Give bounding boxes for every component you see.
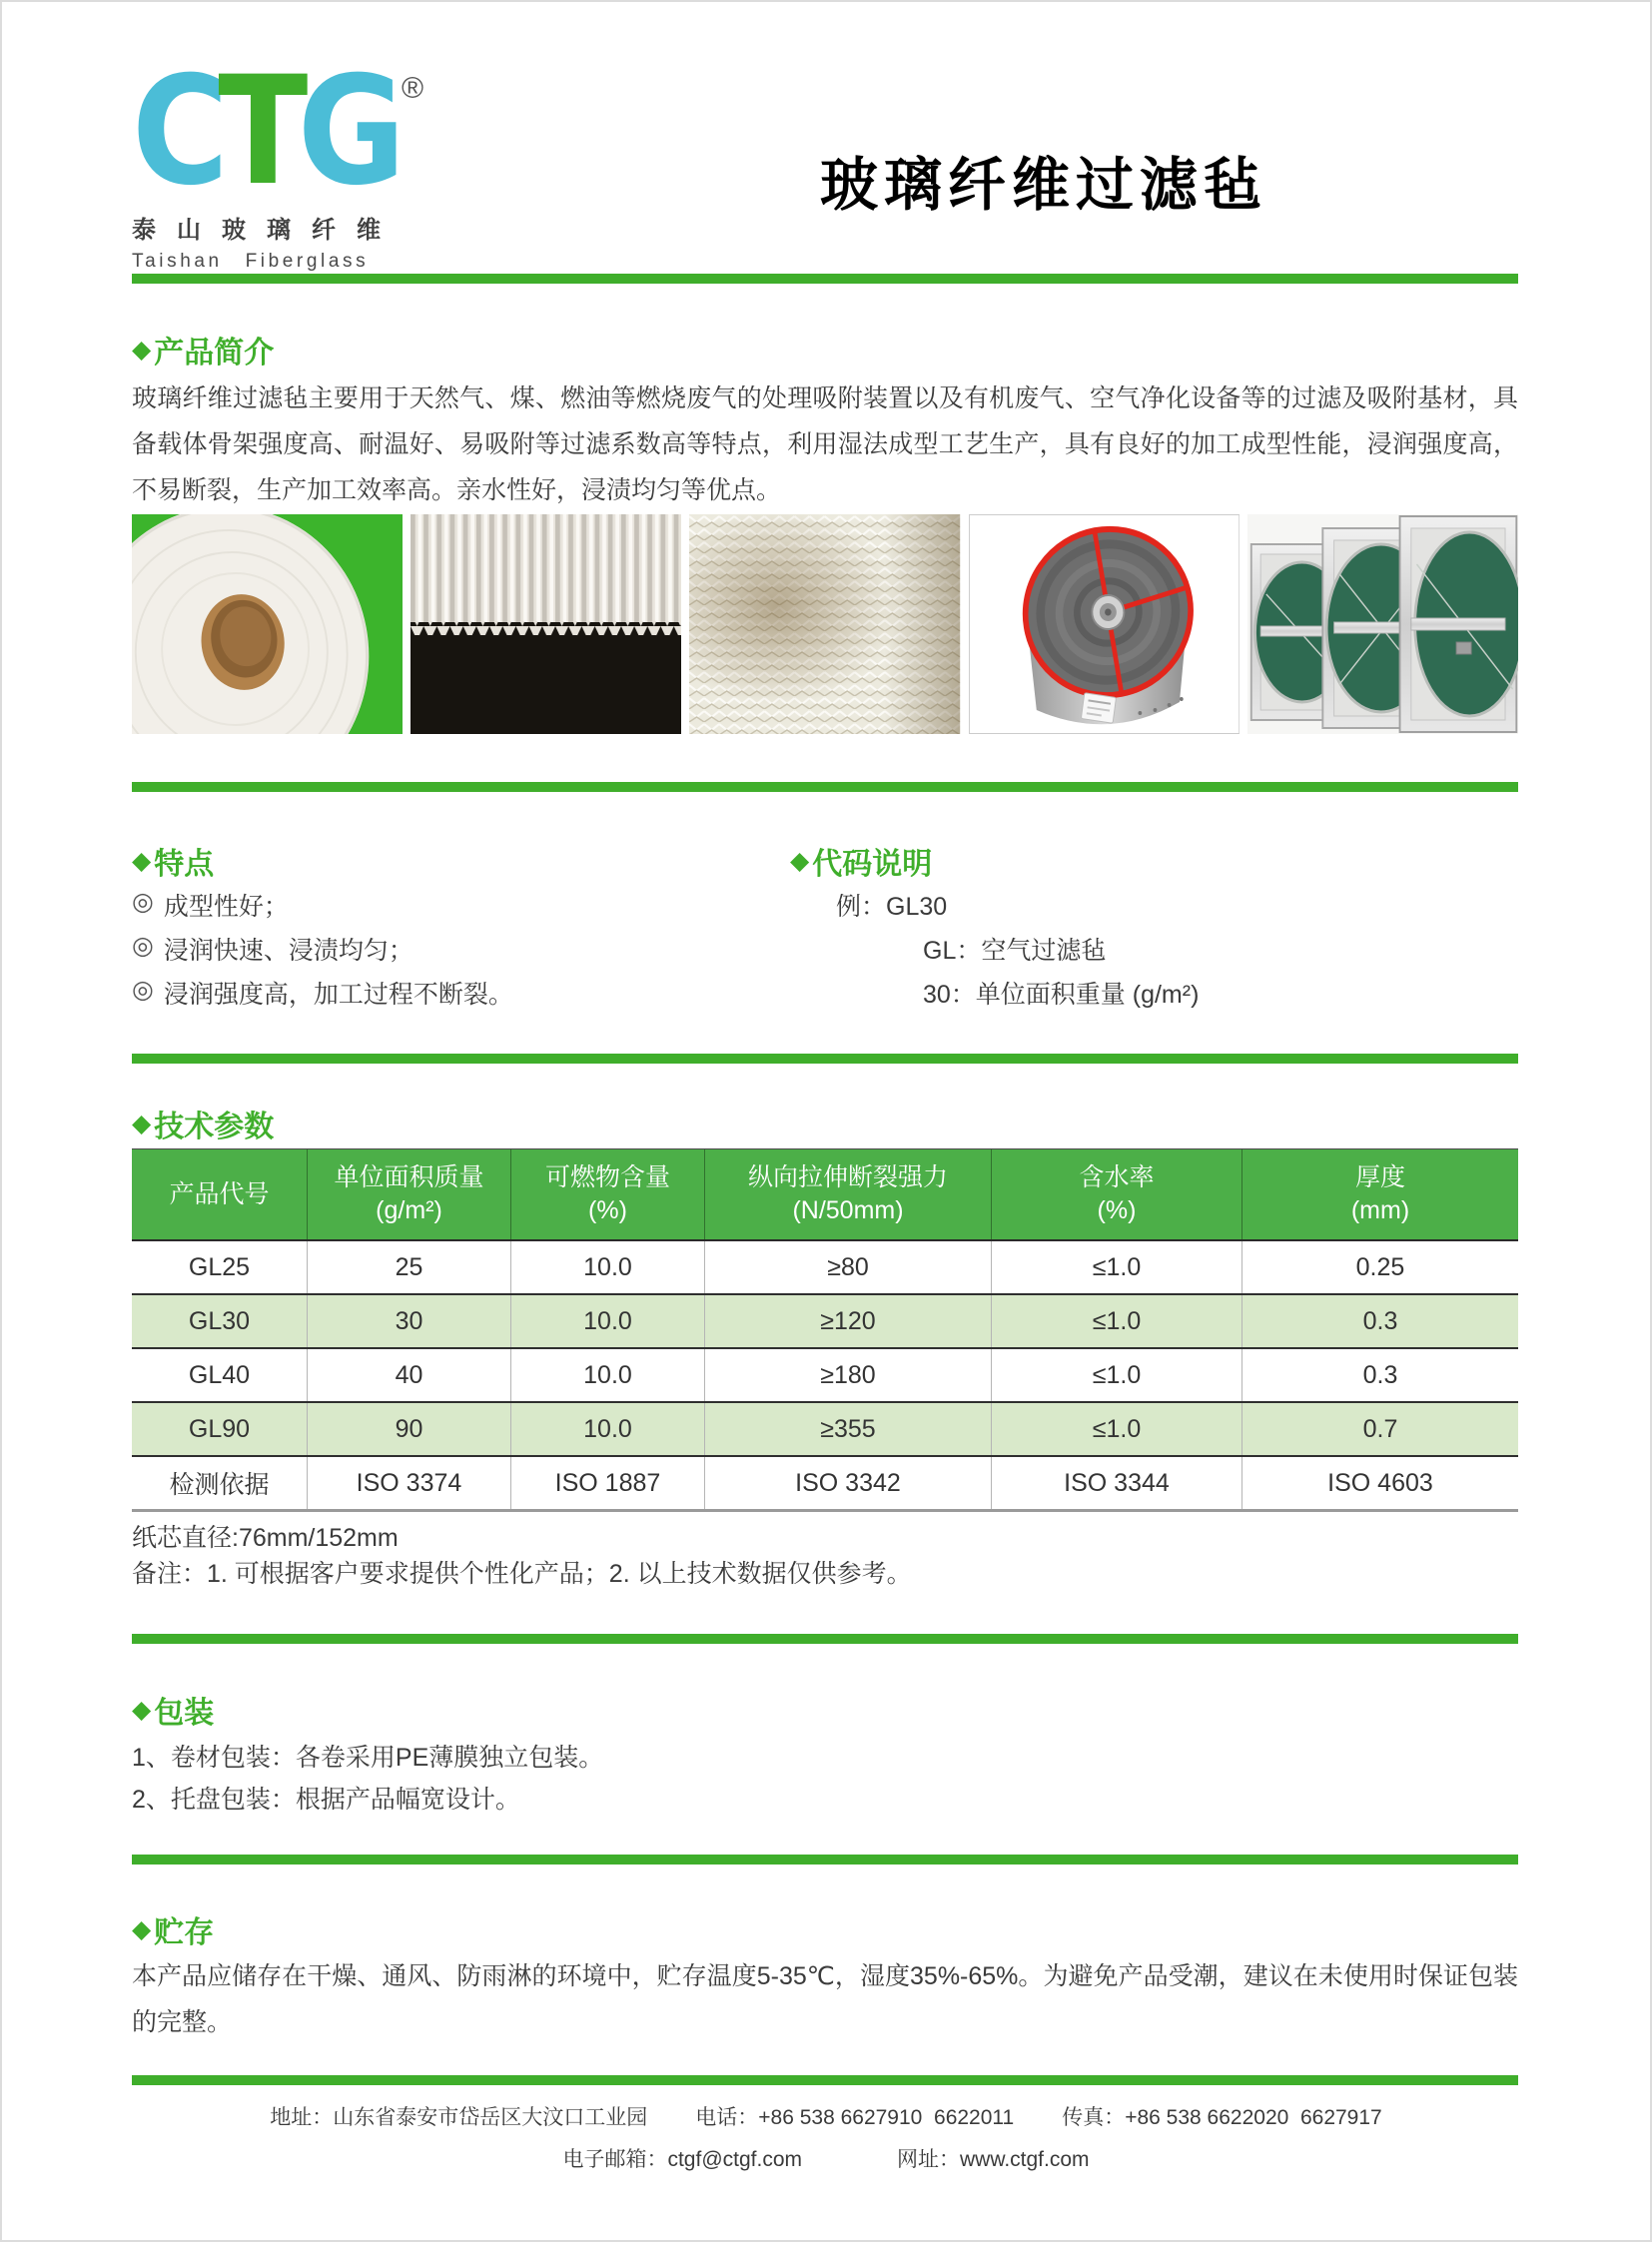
brand-logo: [132, 45, 431, 273]
diamond-icon: ◆: [132, 335, 152, 364]
divider-bar: [132, 2075, 1518, 2085]
feature-item: [132, 975, 513, 1019]
core-diameter-note: 纸芯直径:76mm/152mm: [132, 1524, 399, 1552]
divider-bar: [132, 782, 1518, 792]
features-list: [132, 887, 513, 1019]
section-heading-tech-label: 技术参数: [154, 1111, 275, 1143]
feature-item: [132, 887, 513, 931]
brand-name-en: Taishan Fiberglass: [132, 251, 370, 272]
page-title: 玻璃纤维过滤毡: [819, 153, 1267, 218]
section-heading-tech: [132, 1102, 274, 1145]
code-example: 例：GL30: [836, 893, 948, 921]
section-heading-code-label: 代码说明: [812, 848, 933, 881]
divider-bar: [132, 1054, 1518, 1064]
diamond-icon: ◆: [132, 1914, 152, 1943]
footer-contact: [0, 2101, 1652, 2173]
divider-bar: [132, 1634, 1518, 1644]
section-heading-intro-label: 产品简介: [154, 337, 275, 370]
circle-bullet-icon: ◎: [132, 888, 154, 916]
section-heading-features: [132, 839, 214, 883]
table-header-cell: 纵向拉伸断裂强力 (N/50mm): [705, 1149, 992, 1239]
table-header-cell: 产品代号: [132, 1149, 308, 1239]
diamond-icon: ◆: [132, 1695, 152, 1724]
table-header-cell: 可燃物含量 (%): [511, 1149, 705, 1239]
table-header-cell: 含水率 (%): [992, 1149, 1242, 1239]
logo-wordmark: [132, 45, 431, 219]
brand-name-cn: 泰山玻璃纤维: [132, 217, 402, 244]
intro-paragraph: 玻璃纤维过滤毡主要用于天然气、煤、燃油等燃烧废气的处理吸附装置以及有机废气、空气净化设备等的过滤及吸附基材，具备载体骨架强度高、耐温好、易吸附等过滤系数高等特点，利用湿法成型工艺生产，具有良好的加工成型性能，浸润强度高，不易断裂，生产加工效率高。亲水性好，浸渍均匀等优点。: [132, 384, 1518, 504]
tech-parameters-table: [132, 1148, 1518, 1512]
remark-note: 备注：1. 可根据客户要求提供个性化产品；2. 以上技术数据仅供参考。: [132, 1560, 912, 1588]
table-row: GL40 40 10.0 ≥180 ≤1.0 0.3: [132, 1349, 1518, 1403]
table-row: GL25 25 10.0 ≥80 ≤1.0 0.25: [132, 1241, 1518, 1295]
section-heading-intro: [132, 328, 274, 372]
registered-trademark-icon: ®: [402, 72, 424, 105]
packaging-item: 1、卷材包装：各卷采用PE薄膜独立包装。: [132, 1744, 604, 1772]
diamond-icon: ◆: [132, 846, 152, 875]
divider-bar: [132, 274, 1518, 284]
product-image-strip: [132, 514, 1518, 734]
table-header-row: [132, 1148, 1518, 1241]
diamond-icon: ◆: [132, 1109, 152, 1137]
table-header-cell: 厚度 (mm): [1350, 1163, 1410, 1224]
storage-paragraph: 本产品应储存在干燥、通风、防雨淋的环境中，贮存温度5-35℃，湿度35%-65%。为避免产品受潮，建议在未使用时保证包装的完整。: [132, 1962, 1518, 2036]
image-pleated-filter-media: [411, 514, 681, 734]
table-header-cell: 单位面积质量 (g/m²): [308, 1149, 511, 1239]
table-row: GL90 90 10.0 ≥355 ≤1.0 0.7: [132, 1403, 1518, 1457]
table-row: GL30 30 10.0 ≥120 ≤1.0 0.3: [132, 1295, 1518, 1349]
feature-item-text: 浸润快速、浸渍均匀；: [163, 937, 413, 965]
section-heading-packaging-label: 包装: [154, 1697, 215, 1730]
code-explanation: [790, 887, 1199, 1019]
feature-item-text: 成型性好；: [163, 893, 289, 921]
logo-letter-g: G: [297, 45, 396, 219]
logo-letter-t: T: [218, 45, 298, 219]
circle-bullet-icon: ◎: [132, 932, 154, 960]
image-honeycomb-media: [689, 514, 960, 734]
footer-website: 网址：www.ctgf.com: [897, 2148, 1090, 2171]
circle-bullet-icon: ◎: [132, 976, 154, 1004]
table-row-test-standards: 检测依据 ISO 3374 ISO 1887 ISO 3342 ISO 3344 ISO 4603: [132, 1457, 1518, 1509]
unit-front: [1399, 516, 1518, 732]
feature-item: [132, 931, 513, 975]
feature-item-text: 浸润强度高，加工过程不断裂。: [163, 981, 513, 1009]
section-heading-features-label: 特点: [154, 848, 215, 881]
section-heading-code: [790, 839, 932, 883]
diamond-icon: ◆: [790, 846, 810, 875]
image-rotor-wheel: [969, 514, 1239, 734]
footer-line-1: [0, 2101, 1652, 2131]
image-filter-felt-roll: [132, 514, 403, 734]
image-rotary-exchanger-units: [1247, 514, 1518, 734]
footer-address: 地址：山东省泰安市岱岳区大汶口工业园: [270, 2106, 648, 2129]
packaging-list: [132, 1738, 603, 1822]
logo-letter-c: C: [132, 45, 219, 219]
section-heading-storage-label: 贮存: [154, 1916, 215, 1949]
code-line: GL：空气过滤毡: [923, 937, 1107, 965]
section-heading-storage: [132, 1907, 214, 1951]
packaging-item: 2、托盘包装：根据产品幅宽设计。: [132, 1786, 520, 1814]
divider-bar: [132, 1855, 1518, 1865]
section-heading-packaging: [132, 1688, 214, 1732]
footer-line-2: [0, 2143, 1652, 2173]
footer-phone: 电话：+86 538 6627910 6622011: [695, 2106, 1015, 2129]
code-line: 30：单位面积重量 (g/m²): [923, 981, 1200, 1009]
footer-fax: 传真：+86 538 6622020 6627917: [1062, 2106, 1382, 2129]
footer-email: 电子邮箱：ctgf@ctgf.com: [562, 2148, 802, 2171]
